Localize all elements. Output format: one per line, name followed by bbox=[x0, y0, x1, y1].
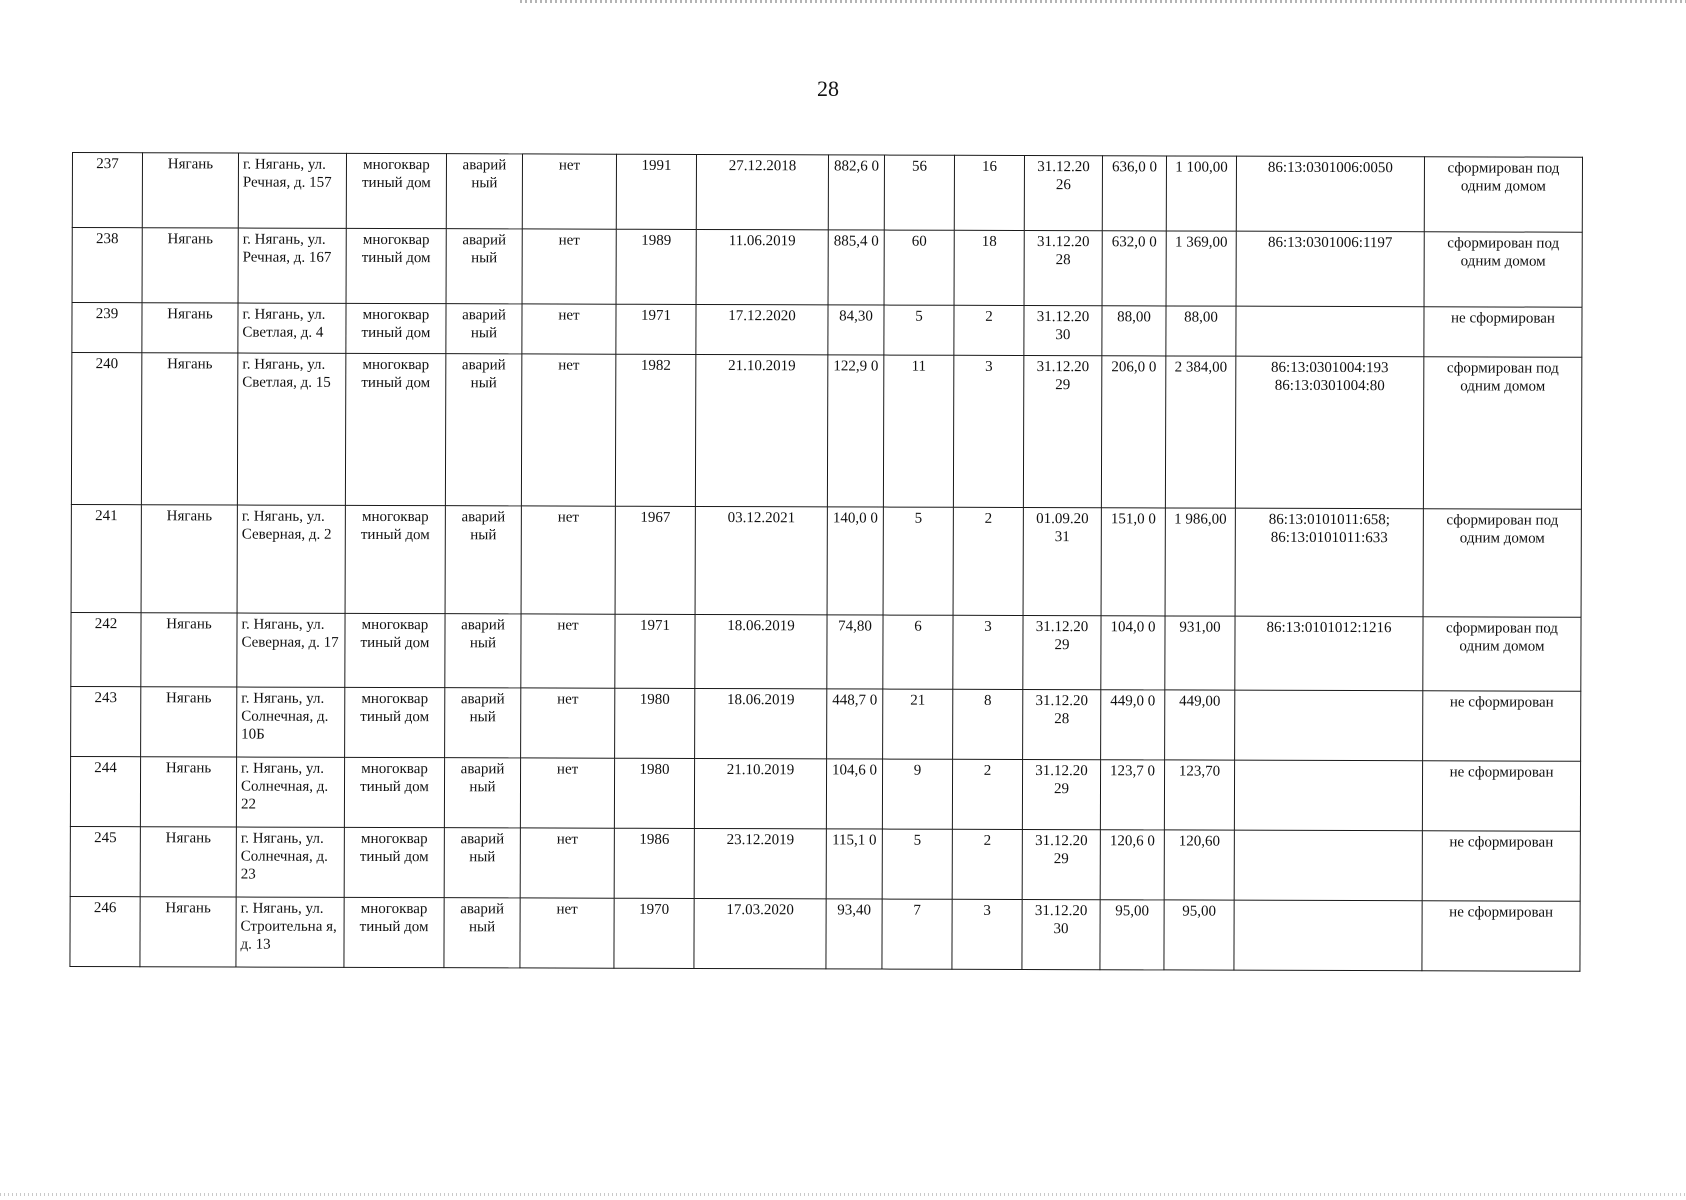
cell-cadastral: 86:13:0301006:1197 bbox=[1236, 231, 1424, 307]
cell-date: 18.06.2019 bbox=[695, 614, 827, 688]
cell-cadastral bbox=[1234, 760, 1422, 831]
cell-date: 23.12.2019 bbox=[694, 828, 826, 898]
cell-status: аварий ный bbox=[444, 828, 520, 898]
cell-deadline: 31.12.20 29 bbox=[1023, 615, 1101, 689]
cell-year: 1989 bbox=[616, 229, 696, 304]
cell-residents: 9 bbox=[882, 759, 952, 829]
cell-recognized: нет bbox=[521, 688, 615, 758]
cell-house-type: многоквар тиный дом bbox=[346, 228, 446, 303]
cell-apartments: 2 bbox=[952, 829, 1022, 899]
cell-residents: 21 bbox=[883, 689, 953, 759]
cell-area: 74,80 bbox=[827, 615, 883, 689]
cell-total: 120,60 bbox=[1164, 830, 1234, 900]
cell-land-area: 95,00 bbox=[1100, 900, 1164, 970]
cell-total: 931,00 bbox=[1165, 616, 1235, 690]
cell-number: 240 bbox=[71, 353, 141, 505]
table-row bbox=[72, 303, 1582, 358]
cell-land-status: не сформирован bbox=[1424, 307, 1582, 357]
cell-apartments: 3 bbox=[953, 355, 1023, 507]
cell-area: 885,4 0 bbox=[828, 230, 884, 305]
table-row bbox=[70, 896, 1580, 971]
cell-house-type: многоквар тиный дом bbox=[345, 505, 445, 613]
cell-residents: 5 bbox=[883, 507, 953, 615]
cell-address: г. Нягань, ул. Строительна я, д. 13 bbox=[236, 897, 344, 967]
table-row bbox=[71, 353, 1581, 510]
cell-date: 03.12.2021 bbox=[695, 506, 827, 614]
cell-address: г. Нягань, ул. Речная, д. 167 bbox=[238, 228, 346, 303]
cell-residents: 5 bbox=[884, 305, 954, 355]
cell-area: 93,40 bbox=[826, 899, 882, 969]
cell-residents: 56 bbox=[884, 155, 954, 230]
scan-artifact-bottom bbox=[0, 1193, 1686, 1196]
cell-recognized: нет bbox=[521, 614, 615, 688]
cell-cadastral bbox=[1234, 900, 1422, 971]
cell-residents: 60 bbox=[884, 230, 954, 305]
cell-house-type: многоквар тиный дом bbox=[344, 827, 444, 897]
cell-date: 17.12.2020 bbox=[696, 304, 828, 354]
cell-deadline: 31.12.20 26 bbox=[1024, 155, 1102, 230]
cell-residents: 7 bbox=[882, 899, 952, 969]
cell-apartments: 2 bbox=[954, 305, 1024, 355]
cell-number: 241 bbox=[71, 504, 141, 612]
cell-recognized: нет bbox=[521, 354, 615, 506]
cell-residents: 6 bbox=[883, 615, 953, 689]
cell-area: 448,7 0 bbox=[827, 689, 883, 759]
cell-land-area: 123,7 0 bbox=[1100, 760, 1164, 830]
cell-status: аварий ный bbox=[445, 354, 521, 506]
cell-apartments: 18 bbox=[954, 230, 1024, 305]
cell-land-status: сформирован под одним домом bbox=[1423, 509, 1581, 617]
cell-total: 2 384,00 bbox=[1165, 356, 1235, 508]
cell-date: 21.10.2019 bbox=[695, 354, 827, 506]
cell-municipality: Нягань bbox=[141, 613, 237, 687]
table-row bbox=[71, 504, 1581, 617]
cell-house-type: многоквар тиный дом bbox=[344, 897, 444, 967]
cell-address: г. Нягань, ул. Солнечная, д. 22 bbox=[236, 757, 344, 827]
cell-area: 104,6 0 bbox=[826, 759, 882, 829]
cell-land-status: сформирован под одним домом bbox=[1423, 617, 1581, 691]
cell-recognized: нет bbox=[522, 304, 616, 354]
cell-land-area: 206,0 0 bbox=[1101, 356, 1165, 508]
cell-year: 1980 bbox=[614, 758, 694, 828]
cell-total: 1 986,00 bbox=[1165, 508, 1235, 616]
table-row bbox=[70, 826, 1580, 901]
cell-residents: 11 bbox=[883, 355, 953, 507]
cell-address: г. Нягань, ул. Светлая, д. 15 bbox=[237, 353, 345, 505]
cell-number: 243 bbox=[71, 686, 141, 756]
cell-deadline: 31.12.20 28 bbox=[1024, 230, 1102, 305]
cell-cadastral: 86:13:0101011:658; 86:13:0101011:633 bbox=[1235, 508, 1423, 617]
cell-year: 1967 bbox=[615, 506, 695, 614]
cell-deadline: 01.09.20 31 bbox=[1023, 507, 1101, 615]
page-number: 28 bbox=[817, 76, 839, 101]
housing-registry-table bbox=[69, 152, 1583, 972]
cell-address: г. Нягань, ул. Северная, д. 17 bbox=[237, 613, 345, 687]
cell-land-status: сформирован под одним домом bbox=[1424, 157, 1582, 232]
cell-status: аварий ный bbox=[444, 758, 520, 828]
cell-municipality: Нягань bbox=[141, 687, 237, 757]
cell-deadline: 31.12.20 29 bbox=[1022, 759, 1100, 829]
cell-date: 11.06.2019 bbox=[696, 229, 828, 304]
cell-land-area: 104,0 0 bbox=[1101, 616, 1165, 690]
cell-recognized: нет bbox=[522, 229, 616, 304]
cell-house-type: многоквар тиный дом bbox=[345, 613, 445, 687]
cell-municipality: Нягань bbox=[140, 827, 236, 897]
cell-house-type: многоквар тиный дом bbox=[344, 757, 444, 827]
cell-residents: 5 bbox=[882, 829, 952, 899]
cell-number: 245 bbox=[70, 826, 140, 896]
cell-address: г. Нягань, ул. Солнечная, д. 23 bbox=[236, 827, 344, 897]
cell-municipality: Нягань bbox=[142, 153, 238, 228]
cell-apartments: 2 bbox=[952, 759, 1022, 829]
cell-status: аварий ный bbox=[445, 688, 521, 758]
cell-recognized: нет bbox=[521, 506, 615, 614]
cell-status: аварий ный bbox=[445, 506, 521, 614]
cell-house-type: многоквар тиный дом bbox=[345, 353, 445, 505]
cell-area: 84,30 bbox=[828, 305, 884, 355]
cell-municipality: Нягань bbox=[142, 228, 238, 303]
cell-house-type: многоквар тиный дом bbox=[346, 153, 446, 228]
cell-land-area: 632,0 0 bbox=[1102, 231, 1166, 306]
table-row bbox=[71, 612, 1581, 691]
cell-number: 246 bbox=[70, 896, 140, 966]
cell-recognized: нет bbox=[522, 154, 616, 229]
cell-municipality: Нягань bbox=[140, 897, 236, 967]
cell-year: 1991 bbox=[616, 154, 696, 229]
cell-land-status: сформирован под одним домом bbox=[1424, 232, 1582, 307]
cell-apartments: 3 bbox=[953, 615, 1023, 689]
cell-number: 238 bbox=[72, 228, 142, 303]
cell-number: 242 bbox=[71, 612, 141, 686]
cell-cadastral bbox=[1235, 690, 1423, 761]
cell-year: 1986 bbox=[614, 828, 694, 898]
cell-apartments: 8 bbox=[953, 689, 1023, 759]
cell-apartments: 3 bbox=[952, 899, 1022, 969]
cell-date: 21.10.2019 bbox=[694, 758, 826, 828]
table-body bbox=[70, 153, 1583, 972]
cell-address: г. Нягань, ул. Светлая, д. 4 bbox=[238, 303, 346, 353]
cell-status: аварий ный bbox=[446, 154, 522, 229]
cell-year: 1971 bbox=[616, 304, 696, 354]
cell-status: аварий ный bbox=[445, 614, 521, 688]
cell-land-area: 636,0 0 bbox=[1102, 156, 1166, 231]
table-row bbox=[70, 756, 1580, 831]
cell-land-status: не сформирован bbox=[1422, 901, 1580, 971]
cell-land-status: не сформирован bbox=[1423, 691, 1581, 761]
cell-deadline: 31.12.20 30 bbox=[1024, 305, 1102, 355]
table-row bbox=[72, 228, 1582, 308]
cell-total: 95,00 bbox=[1164, 900, 1234, 970]
cell-apartments: 2 bbox=[953, 507, 1023, 615]
cell-date: 17.03.2020 bbox=[694, 898, 826, 968]
cell-status: аварий ный bbox=[446, 229, 522, 304]
cell-cadastral: 86:13:0301006:0050 bbox=[1236, 156, 1424, 232]
scan-artifact-top bbox=[520, 0, 1686, 3]
cell-year: 1980 bbox=[615, 688, 695, 758]
cell-date: 18.06.2019 bbox=[695, 688, 827, 758]
cell-land-area: 449,0 0 bbox=[1101, 690, 1165, 760]
cell-year: 1970 bbox=[614, 898, 694, 968]
cell-cadastral: 86:13:0301004:193 86:13:0301004:80 bbox=[1235, 356, 1423, 509]
cell-deadline: 31.12.20 28 bbox=[1023, 689, 1101, 759]
cell-municipality: Нягань bbox=[141, 505, 237, 613]
cell-recognized: нет bbox=[520, 758, 614, 828]
cell-land-status: не сформирован bbox=[1422, 831, 1580, 901]
cell-house-type: многоквар тиный дом bbox=[346, 303, 446, 353]
cell-area: 140,0 0 bbox=[827, 507, 883, 615]
cell-total: 449,00 bbox=[1165, 690, 1235, 760]
cell-status: аварий ный bbox=[444, 898, 520, 968]
cell-deadline: 31.12.20 29 bbox=[1022, 829, 1100, 899]
cell-address: г. Нягань, ул. Северная, д. 2 bbox=[237, 505, 345, 613]
cell-number: 239 bbox=[72, 303, 142, 353]
cell-cadastral: 86:13:0101012:1216 bbox=[1235, 616, 1423, 691]
cell-year: 1971 bbox=[615, 614, 695, 688]
table-row bbox=[71, 686, 1581, 761]
cell-cadastral bbox=[1234, 830, 1422, 901]
cell-total: 1 369,00 bbox=[1166, 231, 1236, 306]
cell-address: г. Нягань, ул. Речная, д. 157 bbox=[238, 153, 346, 228]
cell-area: 115,1 0 bbox=[826, 829, 882, 899]
cell-cadastral bbox=[1236, 306, 1424, 357]
cell-year: 1982 bbox=[615, 354, 695, 506]
cell-address: г. Нягань, ул. Солнечная, д. 10Б bbox=[237, 687, 345, 757]
cell-date: 27.12.2018 bbox=[696, 154, 828, 229]
cell-land-area: 120,6 0 bbox=[1100, 830, 1164, 900]
cell-number: 237 bbox=[72, 153, 142, 228]
cell-total: 88,00 bbox=[1166, 306, 1236, 356]
cell-total: 123,70 bbox=[1164, 760, 1234, 830]
cell-total: 1 100,00 bbox=[1166, 156, 1236, 231]
cell-house-type: многоквар тиный дом bbox=[345, 687, 445, 757]
cell-municipality: Нягань bbox=[140, 757, 236, 827]
cell-area: 122,9 0 bbox=[827, 355, 883, 507]
cell-recognized: нет bbox=[520, 898, 614, 968]
cell-municipality: Нягань bbox=[142, 303, 238, 353]
cell-recognized: нет bbox=[520, 828, 614, 898]
cell-deadline: 31.12.20 30 bbox=[1022, 899, 1100, 969]
cell-land-area: 88,00 bbox=[1102, 306, 1166, 356]
cell-status: аварий ный bbox=[446, 304, 522, 354]
cell-land-status: сформирован под одним домом bbox=[1423, 357, 1581, 509]
cell-area: 882,6 0 bbox=[828, 155, 884, 230]
cell-municipality: Нягань bbox=[141, 353, 237, 505]
cell-land-status: не сформирован bbox=[1422, 761, 1580, 831]
cell-number: 244 bbox=[70, 756, 140, 826]
cell-land-area: 151,0 0 bbox=[1101, 508, 1165, 616]
cell-apartments: 16 bbox=[954, 155, 1024, 230]
cell-deadline: 31.12.20 29 bbox=[1023, 355, 1101, 507]
table-row bbox=[72, 153, 1582, 233]
